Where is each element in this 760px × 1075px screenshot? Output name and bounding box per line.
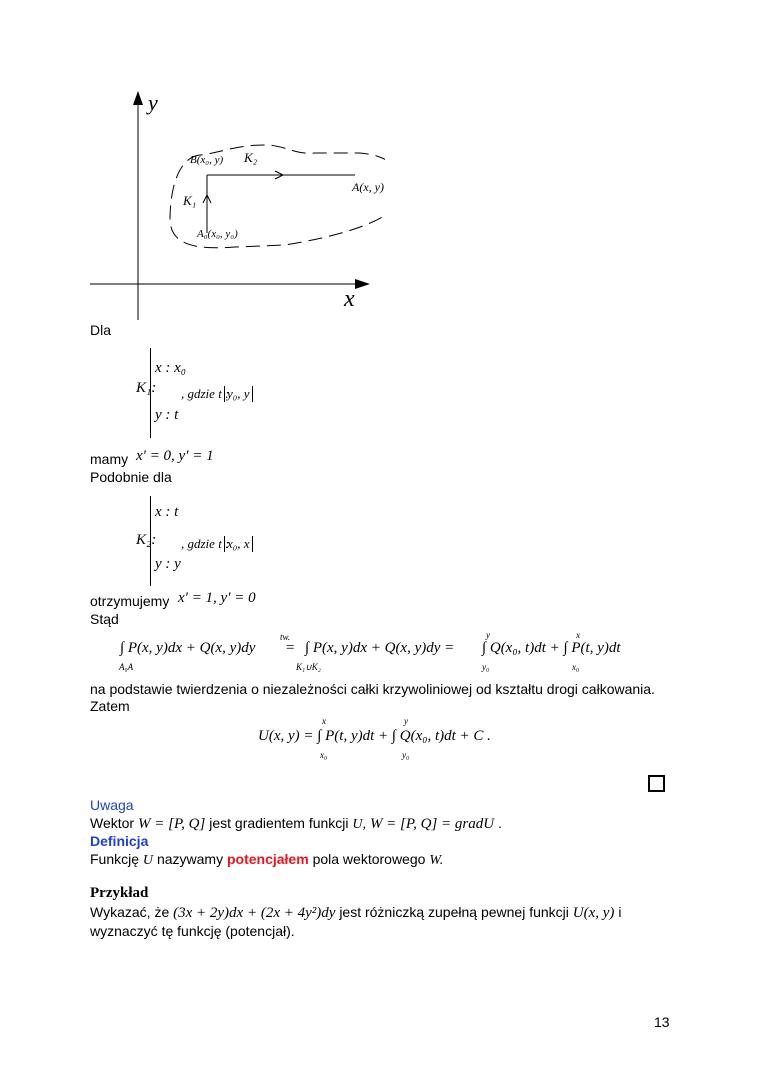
heading-przyklad: Przykład bbox=[90, 885, 149, 901]
k1-range: y₀, y bbox=[224, 386, 253, 402]
point-a-label: A(x, y) bbox=[352, 180, 384, 194]
stad-lim-x: x bbox=[576, 630, 580, 640]
point-a0-label: A₀(x₀, y₀) bbox=[197, 228, 238, 240]
text-wyznaczyc: wyznaczyć tę funkcję (potencjał). bbox=[90, 923, 295, 939]
line-wykazac bbox=[90, 903, 621, 922]
wektor-a: Wektor bbox=[90, 815, 135, 831]
label-k2: K₂ bbox=[244, 150, 258, 165]
curve-figure bbox=[85, 85, 385, 325]
zatem-lim-y0: y₀ bbox=[402, 750, 410, 760]
stad-lim-y: y bbox=[486, 630, 490, 640]
wykazac-expr: (3x + 2y)dx + (2x + 4y²)dy bbox=[173, 905, 336, 921]
wykazac-u: U(x, y) bbox=[572, 905, 615, 921]
y-axis-arrow bbox=[133, 91, 143, 105]
point-b-label: B(x₀, y) bbox=[190, 154, 224, 166]
qed-square bbox=[648, 775, 665, 792]
wektor-b: jest gradientem funkcji bbox=[209, 815, 349, 831]
wektor-u: U, bbox=[352, 817, 367, 832]
wektor-w1: W = [P, Q] bbox=[137, 816, 206, 832]
wykazac-a: Wykazać, że bbox=[90, 904, 170, 920]
k2-gdzie: , gdzie t : bbox=[181, 536, 230, 551]
line-funkcje bbox=[90, 850, 443, 870]
funkcje-b: nazywamy bbox=[156, 851, 224, 867]
axis-x-label: x bbox=[344, 286, 355, 312]
heading-definicja: Definicja bbox=[90, 833, 149, 849]
heading-uwaga: Uwaga bbox=[90, 797, 134, 813]
funkcje-c: pola wektorowego bbox=[312, 851, 426, 867]
stad-tw: tw. bbox=[280, 632, 291, 642]
zatem-lim-y: y bbox=[404, 716, 408, 726]
x-axis-arrow bbox=[355, 279, 370, 289]
stad-mid-sub: K₁∪K₂ bbox=[296, 662, 321, 672]
funkcje-u: U bbox=[142, 853, 154, 868]
text-mamy: mamy bbox=[90, 451, 129, 467]
potencjalem-term: potencjałem bbox=[226, 851, 309, 867]
page-number: 13 bbox=[654, 1014, 670, 1030]
stad-rhs: ∫ Q(x₀, t)dt + ∫ P(t, y)dt bbox=[482, 640, 621, 656]
line-wektor bbox=[90, 814, 502, 834]
stad-lim-y0: y₀ bbox=[482, 662, 490, 672]
text-stad: Stąd bbox=[90, 611, 119, 627]
zatem-lim-x: x bbox=[322, 716, 326, 726]
zatem-formula: U(x, y) = ∫ P(t, y)dt + ∫ Q(x₀, t)dt + C . bbox=[258, 728, 491, 744]
text-zatem: Zatem bbox=[90, 698, 130, 714]
otrzymujemy-math: x′ = 1, y′ = 0 bbox=[178, 590, 256, 606]
text-otrzymujemy: otrzymujemy bbox=[90, 593, 170, 609]
k1-row2: y : t bbox=[155, 407, 179, 423]
k2-row1: x : t bbox=[155, 504, 179, 520]
label-k1: K₁ bbox=[183, 193, 197, 208]
stad-lim-x0: x₀ bbox=[572, 662, 580, 672]
mamy-math: x′ = 0, y′ = 1 bbox=[136, 448, 214, 464]
wektor-dot: . bbox=[497, 815, 502, 831]
k2-range: x₀, x bbox=[224, 536, 253, 552]
wykazac-b: jest różniczką zupełną pewnej funkcji bbox=[339, 904, 569, 920]
axis-y-label: y bbox=[148, 90, 158, 115]
k1-name: K₁: bbox=[136, 380, 157, 396]
stad-eq1: = bbox=[285, 640, 296, 656]
funkcje-a: Funkcję bbox=[90, 851, 140, 867]
wykazac-c: i bbox=[618, 904, 622, 920]
k2-name: K₂: bbox=[136, 532, 157, 548]
stad-lhs: ∫ P(x, y)dx + Q(x, y)dy bbox=[120, 640, 256, 656]
funkcje-w: W. bbox=[429, 853, 444, 868]
zatem-lim-x0: x₀ bbox=[320, 750, 328, 760]
wektor-w2: W = [P, Q] = gradU bbox=[369, 816, 495, 832]
k1-gdzie: , gdzie t : bbox=[181, 386, 230, 401]
text-na-podstawie: na podstawie twierdzenia o niezależności całki krzywoliniowej od kształtu drogi całkowania. bbox=[90, 681, 655, 697]
text-podobnie: Podobnie dla bbox=[90, 469, 172, 485]
text-dla: Dla bbox=[90, 322, 112, 338]
stad-lhs-sub: A₀A bbox=[119, 662, 134, 672]
k1-row1: x : x₀ bbox=[155, 360, 187, 376]
stad-mid: ∫ P(x, y)dx + Q(x, y)dy = bbox=[305, 640, 455, 656]
k2-row2: y : y bbox=[155, 556, 181, 572]
